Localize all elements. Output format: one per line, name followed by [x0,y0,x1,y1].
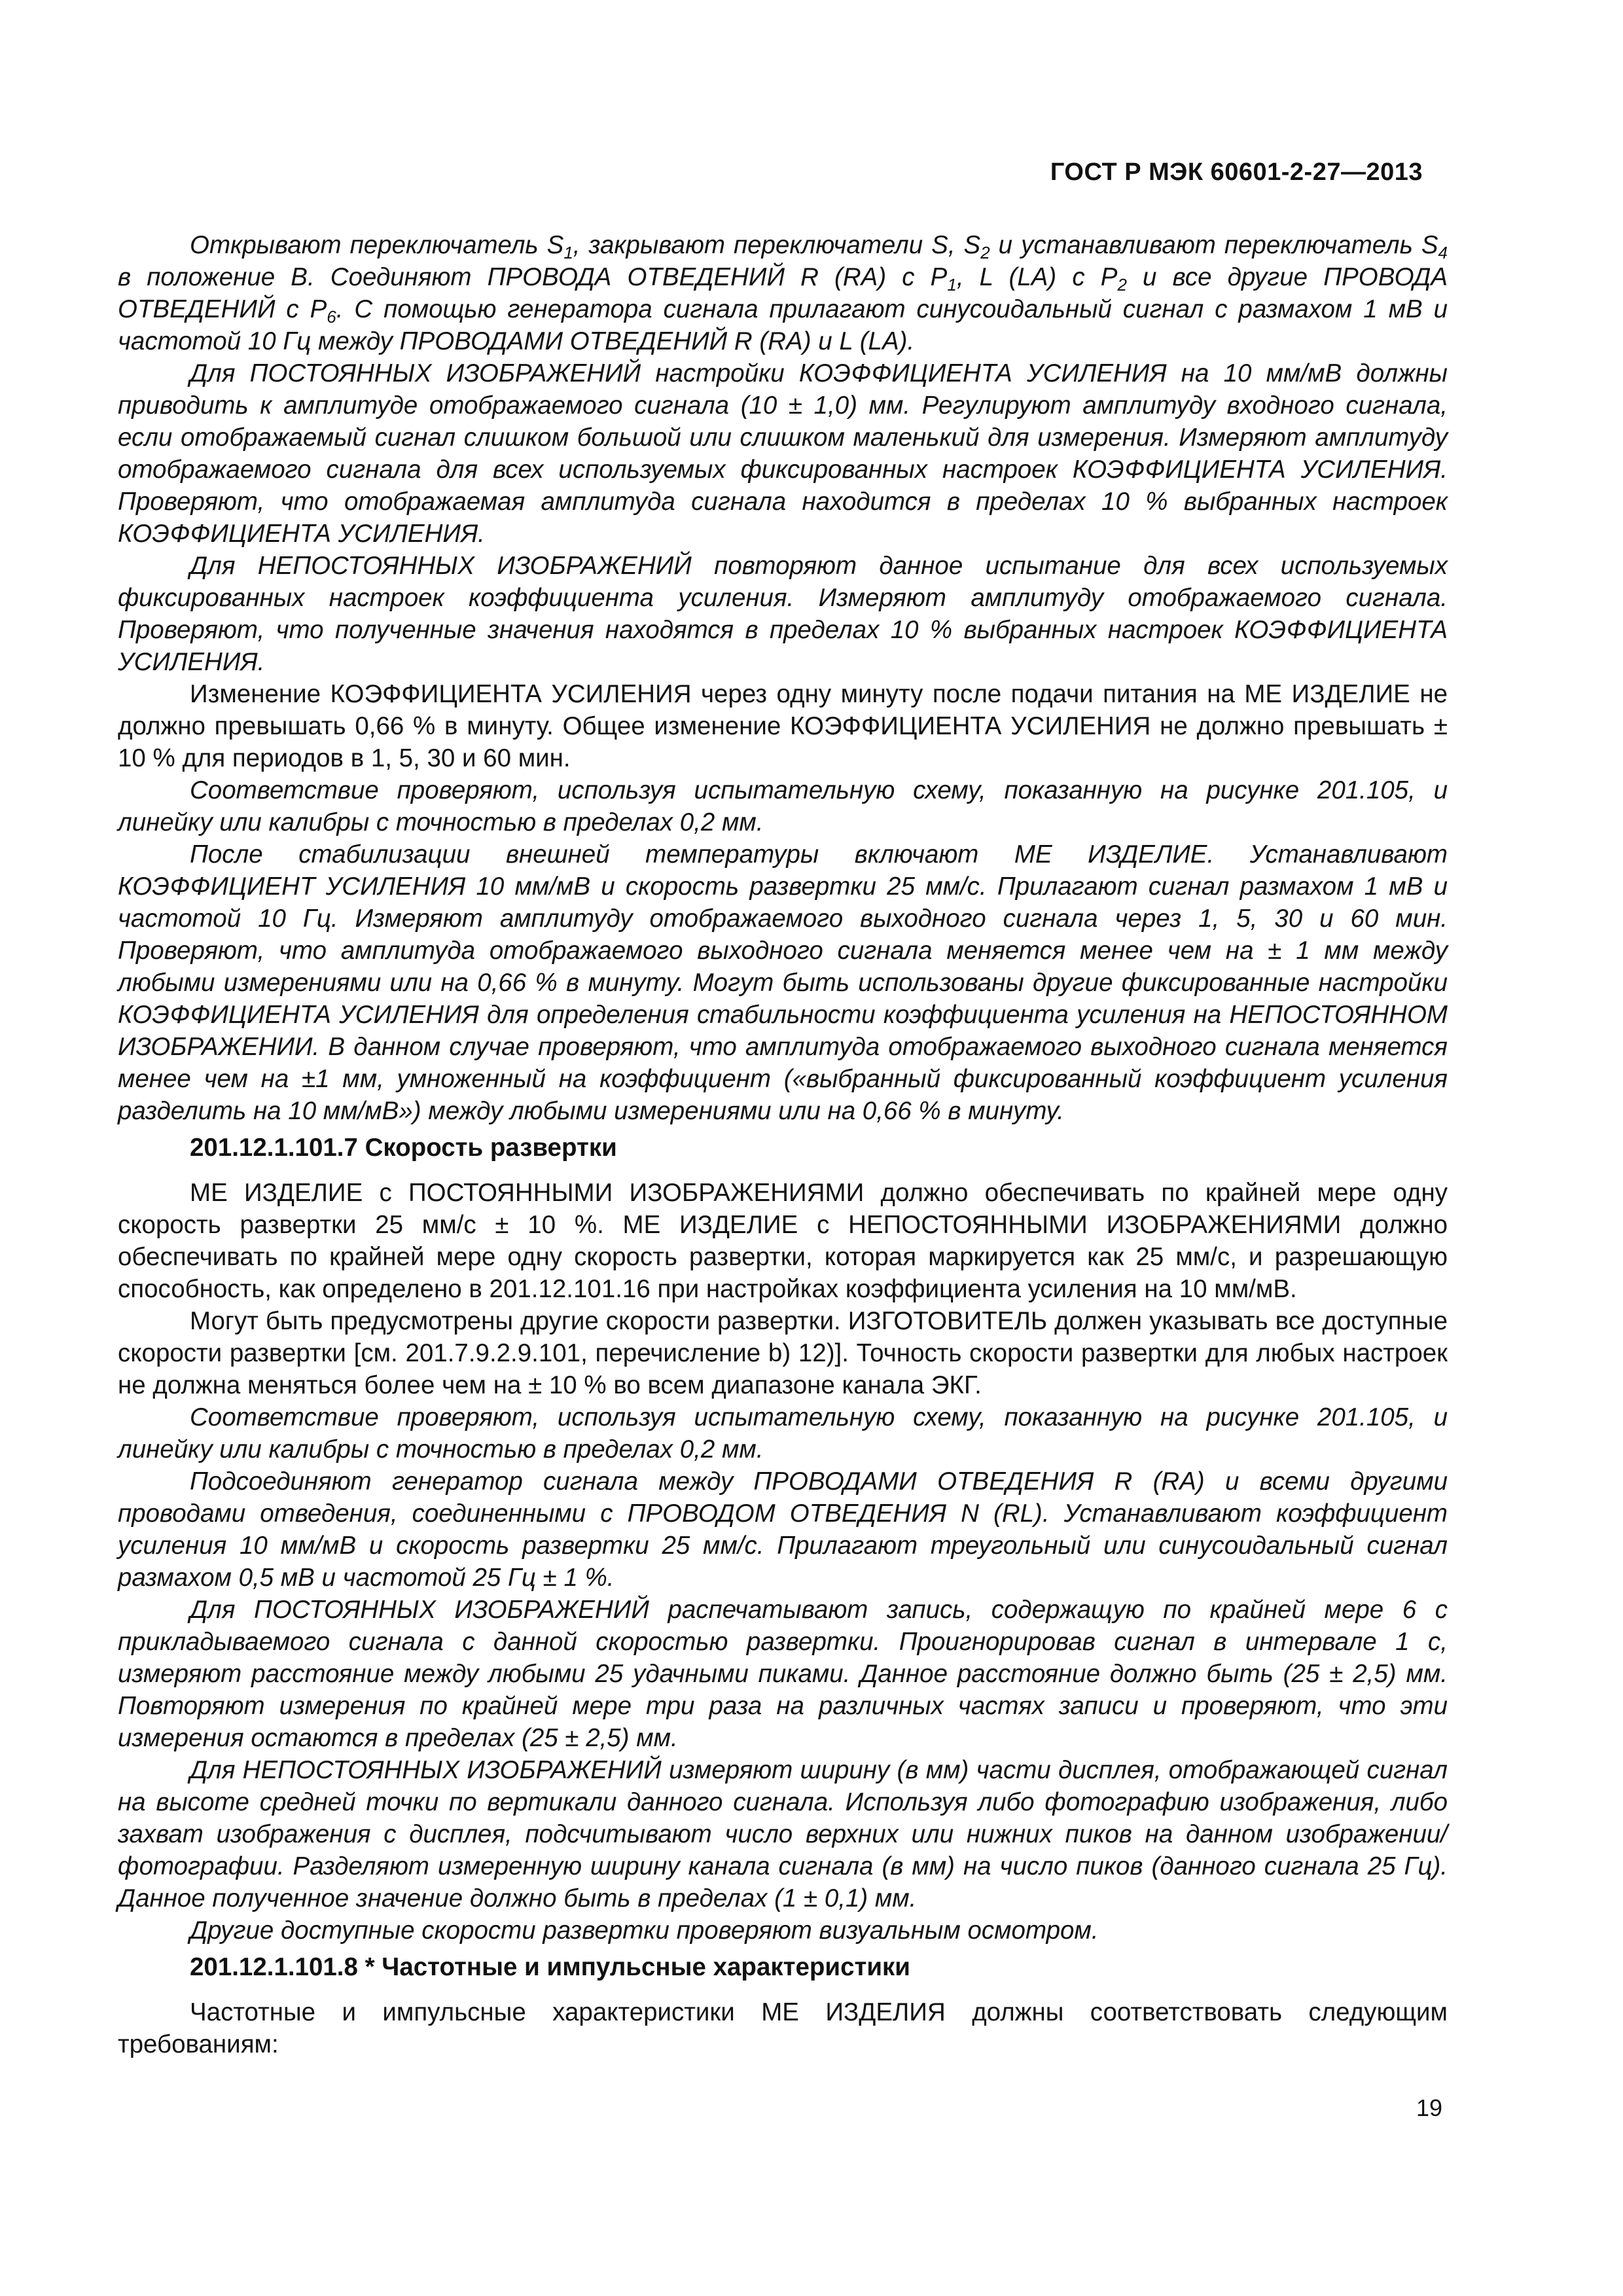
paragraph: Другие доступные скорости развертки проверяют визуальным осмотром. [190,1916,1099,1945]
section-heading: 201.12.1.101.7 Скорость развертки [190,1134,617,1162]
text-run: . С помощью генератора сигнала прилагают синусоидальный сигнал с размахом 1 мВ и частотой 10 Гц между ПРОВОДАМИ ОТВЕДЕНИЙ R (RA) и L (LA). [118,295,1448,355]
text-run: Открывают переключатель S [190,231,564,259]
section-heading: 201.12.1.101.8 * Частотные и импульсные характеристики [190,1953,910,1981]
paragraph: Подсоединяют генератор сигнала между ПРОВОДАМИ ОТВЕДЕНИЯ R (RA) и всеми другими проводами отведения, соединенными с ПРОВОДОМ ОТВЕДЕНИЯ N (RL). Устанавливают коэффициент усиления 10 мм/мВ и скорость развертки 25 мм/с. Прилагают треугольный или синусоидальный сигнал размахом 0,5 мВ и частотой 25 Гц ± 1 %. [118,1467,1448,1592]
subscript: 2 [980,243,990,262]
paragraph: Для ПОСТОЯННЫХ ИЗОБРАЖЕНИЙ настройки КОЭФФИЦИЕНТА УСИЛЕНИЯ на 10 мм/мВ должны приводить к амплитуде отображаемого сигнала (10 ± 1,0) мм. Регулируют амплитуду входного сигнала, если отображаемый сигнал слишком большой или слишком маленький для измерения. Измеряют амплитуду отображаемого сигнала для всех используемых фиксированных настроек КОЭФФИЦИЕНТА УСИЛЕНИЯ. Проверяют, что отображаемая амплитуда сигнала находится в пределах 10 % выбранных настроек КОЭФФИЦИЕНТА УСИЛЕНИЯ. [118,359,1448,548]
paragraph: Для ПОСТОЯННЫХ ИЗОБРАЖЕНИЙ распечатывают запись, содержащую по крайней мере 6 с прикладываемого сигнала с данной скоростью развертки. Проигнорировав сигнал в интервале 1 с, измеряют расстояние между любыми 25 удачными пиками. Данное расстояние должно быть (25 ± 2,5) мм. Повторяют измерения по крайней мере три раза на различных частях записи и проверяют, что эти измерения остаются в пределах (25 ± 2,5) мм. [118,1596,1448,1752]
document-header: ГОСТ Р МЭК 60601-2-27—2013 [1050,158,1423,186]
paragraph: Для НЕПОСТОЯННЫХ ИЗОБРАЖЕНИЙ измеряют ширину (в мм) части дисплея, отображающей сигнал на высоте средней точки по вертикали данного сигнала. Используя либо фотографию изображения, либо захват изображения с дисплея, подсчитывают число верхних или нижних пиков на данном изображении/фотографии. Разделяют измеренную ширину канала сигнала (в мм) на число пиков (данного сигнала 25 Гц). Данное полученное значение должно быть в пределах (1 ± 0,1) мм. [118,1756,1448,1912]
paragraph-test-setup [118,229,1448,357]
text-run: , закрывают переключатели S, S [573,231,981,259]
subscript: 1 [563,243,573,262]
subscript: 4 [1438,243,1448,262]
paragraph: Изменение КОЭФФИЦИЕНТА УСИЛЕНИЯ через одну минуту после подачи питания на МЕ ИЗДЕЛИЕ не должно превышать 0,66 % в минуту. Общее изменение КОЭФФИЦИЕНТА УСИЛЕНИЯ не должно превышать ± 10 % для периодов в 1, 5, 30 и 60 мин. [118,680,1448,772]
paragraph: Для НЕПОСТОЯННЫХ ИЗОБРАЖЕНИЙ повторяют данное испытание для всех используемых фиксированных настроек коэффициента усиления. Измеряют амплитуду отображаемого сигнала. Проверяют, что полученные значения находятся в пределах 10 % выбранных настроек КОЭФФИЦИЕНТА УСИЛЕНИЯ. [118,552,1448,676]
subscript: 6 [327,307,336,327]
paragraph: Могут быть предусмотрены другие скорости развертки. ИЗГОТОВИТЕЛЬ должен указывать все доступные скорости развертки [см. 201.7.9.2.9.101, перечисление b) 12)]. Точность скорости развертки для любых настроек не должна меняться более чем на ± 10 % во всем диапазоне канала ЭКГ. [118,1307,1448,1399]
text-run: , L (LA) с P [956,263,1118,291]
page-number: 19 [1416,2094,1442,2121]
paragraph: Частотные и импульсные характеристики МЕ ИЗДЕЛИЯ должны соответствовать следующим требованиям: [118,1998,1448,2058]
text-run: и устанавливают переключатель S [990,231,1438,259]
paragraph: После стабилизации внешней температуры включают МЕ ИЗДЕЛИЕ. Устанавливают КОЭФФИЦИЕНТ УСИЛЕНИЯ 10 мм/мВ и скорость развертки 25 мм/с. Прилагают сигнал размахом 1 мВ и частотой 10 Гц. Измеряют амплитуду отображаемого выходного сигнала через 1, 5, 30 и 60 мин. Проверяют, что амплитуда отображаемого выходного сигнала меняется менее чем на ± 1 мм между любыми измерениями или на 0,66 % в минуту. Могут быть использованы другие фиксированные настройки КОЭФФИЦИЕНТА УСИЛЕНИЯ для определения стабильности коэффициента усиления на НЕПОСТОЯННОМ ИЗОБРАЖЕНИИ. В данном случае проверяют, что амплитуда отображаемого выходного сигнала меняется менее чем на ±1 мм, умноженный на коэффициент («выбранный фиксированный коэффициент усиления разделить на 10 мм/мВ») между любыми измерениями или на 0,66 % в минуту. [118,840,1448,1125]
paragraph: Соответствие проверяют, используя испытательную схему, показанную на рисунке 201.105, и линейку или калибры с точностью в пределах 0,2 мм. [118,776,1448,836]
paragraph: МЕ ИЗДЕЛИЕ с ПОСТОЯННЫМИ ИЗОБРАЖЕНИЯМИ должно обеспечивать по крайней мере одну скорость развертки 25 мм/с ± 10 %. МЕ ИЗДЕЛИЕ с НЕПОСТОЯННЫМИ ИЗОБРАЖЕНИЯМИ должно обеспечивать по крайней мере одну скорость развертки, которая маркируется как 25 мм/с, и разрешающую способность, как определено в 201.12.101.16 при настройках коэффициента усиления на 10 мм/мВ. [118,1179,1448,1303]
paragraph: Соответствие проверяют, используя испытательную схему, показанную на рисунке 201.105, и линейку или калибры с точностью в пределах 0,2 мм. [118,1403,1448,1463]
text-run: в положение В. Соединяют ПРОВОДА ОТВЕДЕНИЙ R (RA) с P [118,263,948,291]
document-body [118,229,1448,2060]
subscript: 2 [1117,275,1127,295]
subscript: 1 [947,275,957,295]
text-run: и все другие ПРОВОДА ОТВЕДЕНИЙ с P [118,263,1448,323]
